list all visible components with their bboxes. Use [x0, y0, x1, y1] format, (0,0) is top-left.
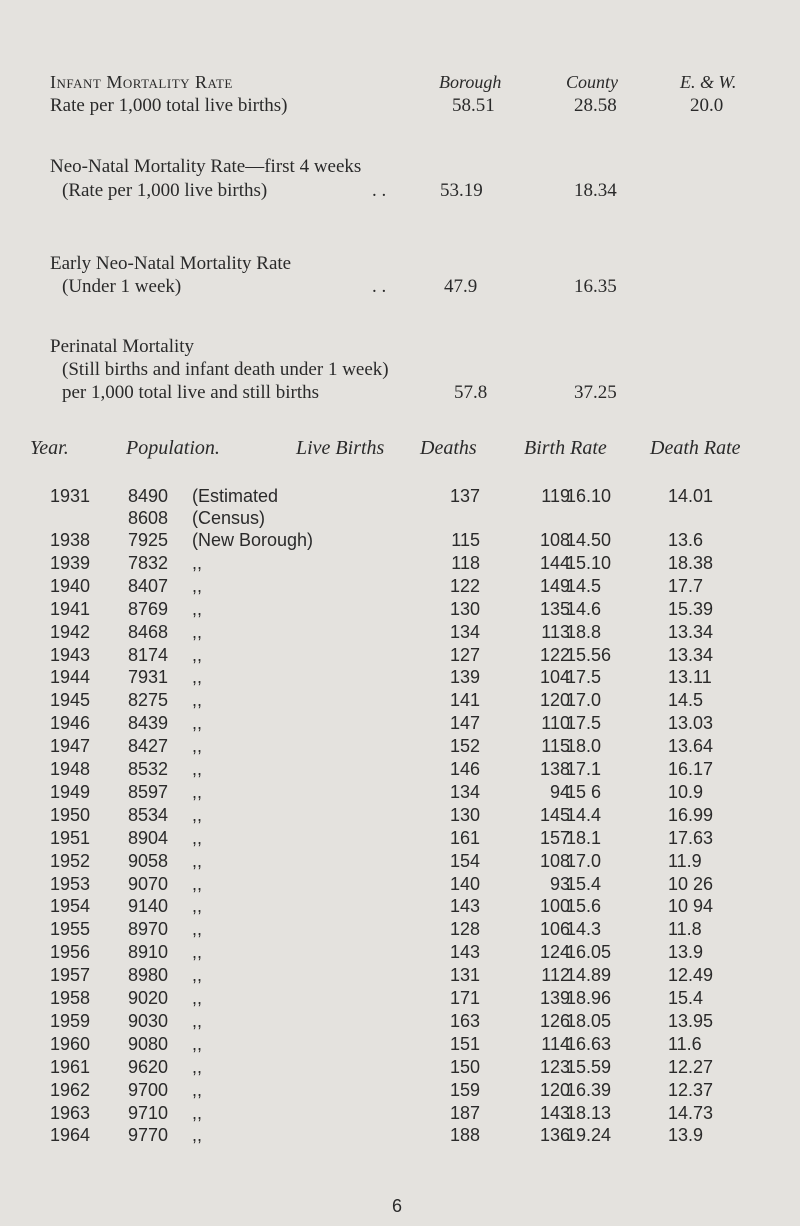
cell-live-births: 134: [449, 621, 480, 642]
cell-birth-rate: 17.1: [566, 759, 602, 779]
cell-population-note: ,,: [192, 644, 203, 665]
cell-birth-rate: 16.05: [566, 942, 612, 963]
cell-population: 8275: [128, 690, 169, 711]
cell-population: 7832: [128, 552, 169, 573]
cell-birth-rate: 15.10: [566, 552, 612, 573]
census-note: (Census): [192, 508, 266, 528]
cell-population-note: ,,: [192, 1079, 203, 1100]
cell-death-rate: 10 26: [668, 873, 714, 894]
cell-population-note: ,,: [192, 552, 203, 573]
cell-population: 9080: [128, 1033, 169, 1054]
cell-live-births: 118: [451, 552, 480, 573]
cell-population: 8970: [128, 919, 169, 940]
table-row: [0, 667, 800, 689]
cell-population: 8427: [128, 736, 169, 757]
col-county-header: County: [566, 72, 618, 92]
table-row: [0, 645, 800, 667]
cell-deaths: 112: [541, 965, 570, 986]
cell-death-rate: 17.7: [668, 575, 704, 596]
table-row: [0, 599, 800, 621]
cell-deaths: 139: [539, 988, 570, 1008]
cell-live-births: 143: [449, 896, 480, 917]
cell-population: 9020: [128, 988, 169, 1008]
cell-live-births: 128: [449, 919, 480, 940]
cell-year: 1962: [50, 1079, 91, 1100]
table-row: [0, 1080, 800, 1102]
cell-year: 1944: [50, 667, 91, 688]
cell-population-note: ,,: [192, 1102, 203, 1123]
cell-live-births: 188: [449, 1125, 480, 1146]
cell-death-rate: 16.99: [668, 804, 714, 825]
cell-population: 8407: [128, 575, 169, 596]
cell-year: 1954: [50, 896, 91, 917]
cell-live-births: 151: [449, 1033, 480, 1054]
table-row: [0, 1011, 800, 1033]
cell-year: 1952: [50, 850, 91, 871]
cell-live-births: 134: [449, 781, 480, 802]
cell-year: 1940: [50, 575, 91, 596]
cell-birth-rate: 14.3: [566, 919, 602, 940]
table-row: [0, 622, 800, 644]
cell-deaths: 120: [539, 1079, 570, 1100]
cell-live-births: 131: [449, 965, 480, 986]
cell-population: 8769: [128, 598, 169, 619]
table-row: [0, 805, 800, 827]
cell-birth-rate: 18.05: [566, 1010, 612, 1031]
cell-population: 8490: [128, 486, 169, 506]
cell-population: 8597: [128, 781, 169, 802]
header-live-births: Live Births: [296, 437, 385, 459]
cell-birth-rate: 15.4: [566, 873, 602, 894]
early-neonatal-county-value: 16.35: [574, 276, 617, 297]
cell-live-births: 171: [449, 988, 480, 1008]
cell-death-rate: 13.03: [668, 713, 714, 734]
cell-death-rate: 13.95: [668, 1010, 714, 1031]
cell-death-rate: 14.73: [668, 1102, 714, 1123]
cell-deaths: 124: [539, 942, 570, 963]
table-row: [0, 1057, 800, 1079]
cell-birth-rate: 15 6: [566, 781, 602, 802]
cell-year: 1955: [50, 919, 91, 940]
cell-birth-rate: 18.0: [566, 736, 602, 757]
cell-death-rate: 13.9: [668, 942, 704, 963]
perinatal-line1: Perinatal Mortality: [50, 336, 195, 357]
cell-deaths: 106: [539, 919, 570, 940]
cell-live-births: 163: [449, 1010, 480, 1031]
header-deaths: Deaths: [420, 437, 477, 459]
cell-deaths: 108: [539, 850, 570, 871]
cell-live-births: 154: [449, 850, 480, 871]
cell-year: 1942: [50, 621, 91, 642]
cell-death-rate: 13.9: [668, 1125, 704, 1146]
cell-birth-rate: 15.59: [566, 1056, 612, 1077]
cell-population: 8910: [128, 942, 169, 963]
cell-death-rate: 11.9: [668, 850, 702, 871]
cell-year: 1964: [50, 1125, 91, 1146]
cell-population-note: ,,: [192, 759, 203, 779]
cell-live-births: 127: [449, 644, 480, 665]
table-row: [0, 896, 800, 918]
cell-year: 1958: [50, 988, 91, 1008]
perinatal-line3: per 1,000 total live and still births: [62, 382, 319, 403]
cell-deaths: 157: [539, 827, 570, 848]
table-row: [0, 965, 800, 987]
cell-population-note: ,,: [192, 1125, 203, 1146]
cell-population: 9710: [128, 1102, 169, 1123]
infant-borough-value: 58.51: [452, 95, 495, 116]
cell-live-births: 141: [449, 690, 480, 711]
cell-live-births: 150: [449, 1056, 480, 1077]
cell-birth-rate: 14.5: [566, 575, 602, 596]
cell-population-note: ,,: [192, 1033, 203, 1054]
cell-population-note: ,,: [192, 873, 203, 894]
cell-deaths: 100: [539, 896, 570, 917]
cell-death-rate: 10 94: [668, 896, 714, 917]
cell-deaths: 123: [539, 1056, 570, 1077]
cell-death-rate: 15.39: [668, 598, 714, 619]
cell-population: 9070: [128, 873, 169, 894]
table-row: [0, 874, 800, 896]
early-neonatal-borough-value: 47.9: [444, 276, 478, 297]
neonatal-borough-value: 53.19: [440, 180, 483, 201]
table-row: [0, 988, 800, 1010]
cell-population-note: ,,: [192, 919, 203, 940]
cell-year: 1949: [50, 781, 91, 802]
cell-deaths: 104: [539, 667, 570, 688]
cell-year: 1946: [50, 713, 91, 734]
table-row: [0, 759, 800, 781]
infant-ew-value: 20.0: [690, 95, 724, 116]
cell-deaths: 138: [539, 759, 570, 779]
table-row: [0, 1103, 800, 1125]
cell-death-rate: 13.34: [668, 621, 714, 642]
cell-deaths: 114: [541, 1033, 570, 1054]
cell-birth-rate: 15.6: [566, 896, 602, 917]
header-population: Population.: [126, 437, 220, 459]
cell-year: 1953: [50, 873, 91, 894]
cell-population-note: ,,: [192, 713, 203, 734]
cell-year: 1951: [50, 827, 91, 848]
table-row: [0, 782, 800, 804]
cell-population-note: ,,: [192, 690, 203, 711]
cell-year: 1956: [50, 942, 91, 963]
cell-year: 1938: [50, 530, 91, 550]
cell-deaths: 149: [539, 575, 570, 596]
table-row: [0, 576, 800, 598]
cell-live-births: 187: [449, 1102, 480, 1123]
cell-population: 8468: [128, 621, 169, 642]
cell-live-births: 152: [449, 736, 480, 757]
cell-population-note: ,,: [192, 850, 203, 871]
cell-population-note: (New Borough): [192, 530, 314, 550]
cell-deaths: 119: [541, 486, 570, 506]
neonatal-county-value: 18.34: [574, 180, 617, 201]
cell-population: 8532: [128, 759, 169, 779]
cell-population-note: ,,: [192, 896, 203, 917]
cell-deaths: 126: [539, 1010, 570, 1031]
cell-year: 1941: [50, 598, 91, 619]
table-row: [0, 713, 800, 735]
col-ew-header: E. & W.: [680, 72, 737, 92]
infant-mortality-title: Infant Mortality Rate: [50, 72, 233, 92]
cell-year: 1960: [50, 1033, 91, 1054]
cell-live-births: 130: [449, 804, 480, 825]
table-row: [0, 942, 800, 964]
cell-death-rate: 12.27: [668, 1056, 714, 1077]
perinatal-borough-value: 57.8: [454, 382, 488, 403]
cell-birth-rate: 19.24: [566, 1125, 612, 1146]
census-line: [0, 508, 800, 530]
cell-year: 1948: [50, 759, 91, 779]
cell-birth-rate: 14.89: [566, 965, 612, 986]
cell-year: 1931: [50, 486, 91, 506]
cell-death-rate: 13.34: [668, 644, 714, 665]
cell-population-note: ,,: [192, 621, 203, 642]
table-row: [0, 1034, 800, 1056]
header-year: Year.: [30, 437, 69, 459]
table-row: [0, 690, 800, 712]
cell-birth-rate: 17.0: [566, 690, 602, 711]
cell-live-births: 146: [449, 759, 480, 779]
cell-death-rate: 13.11: [668, 667, 712, 688]
cell-deaths: 120: [539, 690, 570, 711]
cell-death-rate: 14.5: [668, 690, 704, 711]
cell-live-births: 159: [449, 1079, 480, 1100]
cell-birth-rate: 17.5: [566, 713, 602, 734]
cell-live-births: 147: [449, 713, 480, 734]
cell-population-note: ,,: [192, 575, 203, 596]
cell-population: 9700: [128, 1079, 169, 1100]
cell-deaths: 135: [539, 598, 570, 619]
cell-death-rate: 14.01: [668, 486, 714, 506]
cell-population-note: ,,: [192, 736, 203, 757]
cell-death-rate: 16.17: [668, 759, 714, 779]
col-borough-header: Borough: [439, 72, 502, 92]
cell-deaths: 144: [539, 552, 570, 573]
header-death-rate: Death Rate: [650, 437, 741, 459]
cell-year: 1947: [50, 736, 91, 757]
cell-year: 1957: [50, 965, 91, 986]
cell-birth-rate: 14.6: [566, 598, 602, 619]
cell-deaths: 122: [539, 644, 570, 665]
cell-birth-rate: 18.13: [566, 1102, 612, 1123]
cell-live-births: 115: [451, 530, 480, 550]
table-row: [0, 851, 800, 873]
cell-population-note: ,,: [192, 781, 203, 802]
cell-population: 9770: [128, 1125, 169, 1146]
cell-death-rate: 15.4: [668, 988, 704, 1008]
infant-county-value: 28.58: [574, 95, 617, 116]
cell-deaths: 143: [539, 1102, 570, 1123]
cell-year: 1959: [50, 1010, 91, 1031]
cell-population-note: ,,: [192, 1010, 203, 1031]
cell-birth-rate: 14.50: [566, 530, 612, 550]
cell-live-births: 143: [449, 942, 480, 963]
cell-deaths: 93: [549, 873, 570, 894]
cell-population: 9058: [128, 850, 169, 871]
cell-death-rate: 13.6: [668, 530, 704, 550]
cell-deaths: 94: [549, 781, 570, 802]
cell-population-note: ,,: [192, 667, 203, 688]
table-row: [0, 736, 800, 758]
neonatal-line1: Neo-Natal Mortality Rate—first 4 weeks: [50, 156, 362, 177]
table-row: [0, 553, 800, 575]
neonatal-line2: (Rate per 1,000 live births): [62, 180, 268, 201]
perinatal-line2: (Still births and infant death under 1 week): [62, 359, 389, 380]
cell-birth-rate: 18.96: [566, 988, 612, 1008]
cell-live-births: 137: [449, 486, 480, 506]
cell-population: 9620: [128, 1056, 169, 1077]
cell-deaths: 110: [541, 713, 570, 734]
census-population: 8608: [128, 508, 169, 528]
cell-year: 1943: [50, 644, 91, 665]
cell-deaths: 115: [541, 736, 570, 757]
cell-population-note: ,,: [192, 965, 203, 986]
table-row: [0, 828, 800, 850]
cell-live-births: 122: [449, 575, 480, 596]
cell-year: 1963: [50, 1102, 91, 1123]
perinatal-county-value: 37.25: [574, 382, 617, 403]
cell-birth-rate: 17.0: [566, 850, 602, 871]
cell-population: 9030: [128, 1010, 169, 1031]
cell-birth-rate: 18.8: [566, 621, 602, 642]
cell-death-rate: 10.9: [668, 781, 704, 802]
cell-population-note: (Estimated: [192, 486, 279, 506]
cell-live-births: 140: [449, 873, 480, 894]
cell-death-rate: 18.38: [668, 552, 714, 573]
table-row: [0, 486, 800, 508]
early-neonatal-line2: (Under 1 week): [62, 276, 182, 297]
cell-death-rate: 12.49: [668, 965, 714, 986]
cell-birth-rate: 14.4: [566, 804, 602, 825]
cell-population: 8980: [128, 965, 169, 986]
table-row: [0, 1125, 800, 1147]
cell-population: 9140: [128, 896, 169, 917]
cell-deaths: 108: [539, 530, 570, 550]
cell-population-note: ,,: [192, 1056, 203, 1077]
cell-deaths: 136: [539, 1125, 570, 1146]
cell-death-rate: 11.8: [668, 919, 702, 940]
table-row: [0, 530, 800, 552]
cell-year: 1950: [50, 804, 91, 825]
table-row: [0, 919, 800, 941]
early-neonatal-dots: . .: [372, 276, 387, 297]
cell-birth-rate: 16.63: [566, 1033, 612, 1054]
cell-death-rate: 17.63: [668, 827, 714, 848]
cell-year: 1939: [50, 552, 91, 573]
cell-population: 8534: [128, 804, 169, 825]
cell-live-births: 139: [449, 667, 480, 688]
cell-population: 7931: [128, 667, 169, 688]
cell-population-note: ,,: [192, 988, 203, 1008]
cell-live-births: 130: [449, 598, 480, 619]
cell-population-note: ,,: [192, 827, 203, 848]
cell-birth-rate: 16.10: [566, 486, 612, 506]
cell-death-rate: 11.6: [668, 1033, 702, 1054]
cell-population: 7925: [128, 530, 169, 550]
cell-birth-rate: 16.39: [566, 1079, 612, 1100]
cell-deaths: 145: [539, 804, 570, 825]
cell-population: 8904: [128, 827, 169, 848]
cell-birth-rate: 15.56: [566, 644, 612, 665]
infant-mortality-subtitle: Rate per 1,000 total live births): [50, 95, 288, 116]
early-neonatal-line1: Early Neo-Natal Mortality Rate: [50, 253, 292, 274]
cell-population: 8439: [128, 713, 169, 734]
neonatal-dots: . .: [372, 180, 387, 201]
cell-population-note: ,,: [192, 598, 203, 619]
cell-death-rate: 13.64: [668, 736, 714, 757]
page-number: 6: [392, 1196, 403, 1216]
cell-year: 1961: [50, 1056, 91, 1077]
cell-year: 1945: [50, 690, 91, 711]
cell-deaths: 113: [541, 621, 570, 642]
cell-population-note: ,,: [192, 804, 203, 825]
cell-live-births: 161: [449, 827, 480, 848]
cell-death-rate: 12.37: [668, 1079, 714, 1100]
cell-population: 8174: [128, 644, 169, 665]
header-birth-rate: Birth Rate: [524, 437, 607, 459]
cell-population-note: ,,: [192, 942, 203, 963]
cell-birth-rate: 17.5: [566, 667, 602, 688]
cell-birth-rate: 18.1: [566, 827, 602, 848]
